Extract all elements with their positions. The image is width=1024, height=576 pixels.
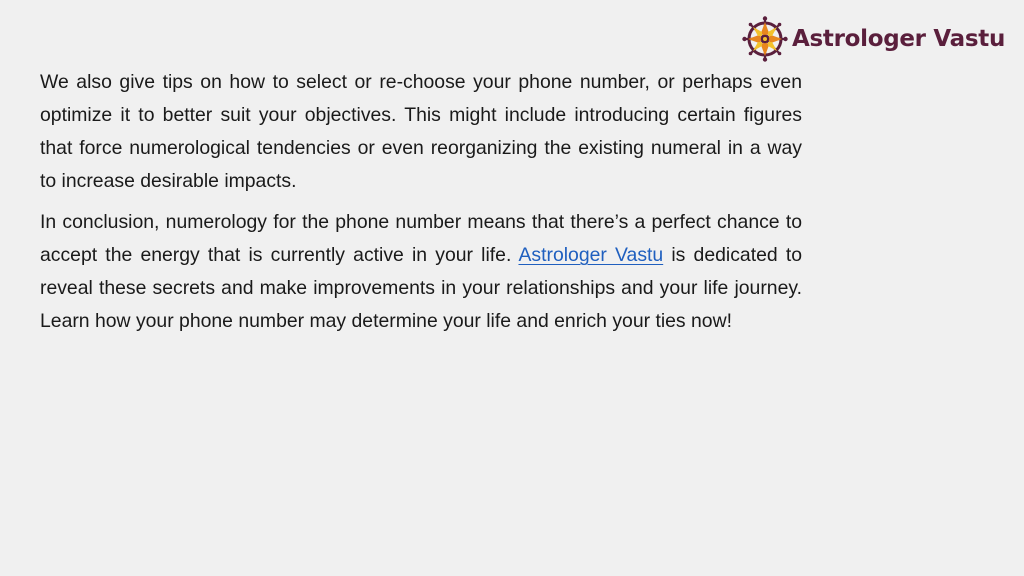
- body-text: [40, 66, 802, 338]
- conclusion-text-end: is dedicated to reveal these secrets and make improvements in your relationships and your life journey. Learn how your phone number may determine your life and enrich your ties now!: [40, 244, 803, 332]
- astrologer-vastu-link[interactable]: Astrologer Vastu: [518, 244, 664, 266]
- conclusion-text-start: In conclusion, numerology for the phone number means that there’s a perfect chance to accept the energy that is currently active in your life.: [40, 211, 802, 266]
- paragraph-conclusion: [40, 206, 802, 338]
- astro-wheel-icon: [742, 16, 788, 62]
- paragraph-tips: We also give tips on how to select or re-choose your phone number, or perhaps even optimize it to better suit your objectives. This might include introducing certain figures that force numerological tendencies or even reorganizing the existing numeral in a way to increase desirable impacts.: [40, 71, 802, 192]
- brand-name: Astrologer Vastu: [792, 26, 1006, 52]
- brand-logo: [742, 16, 1005, 62]
